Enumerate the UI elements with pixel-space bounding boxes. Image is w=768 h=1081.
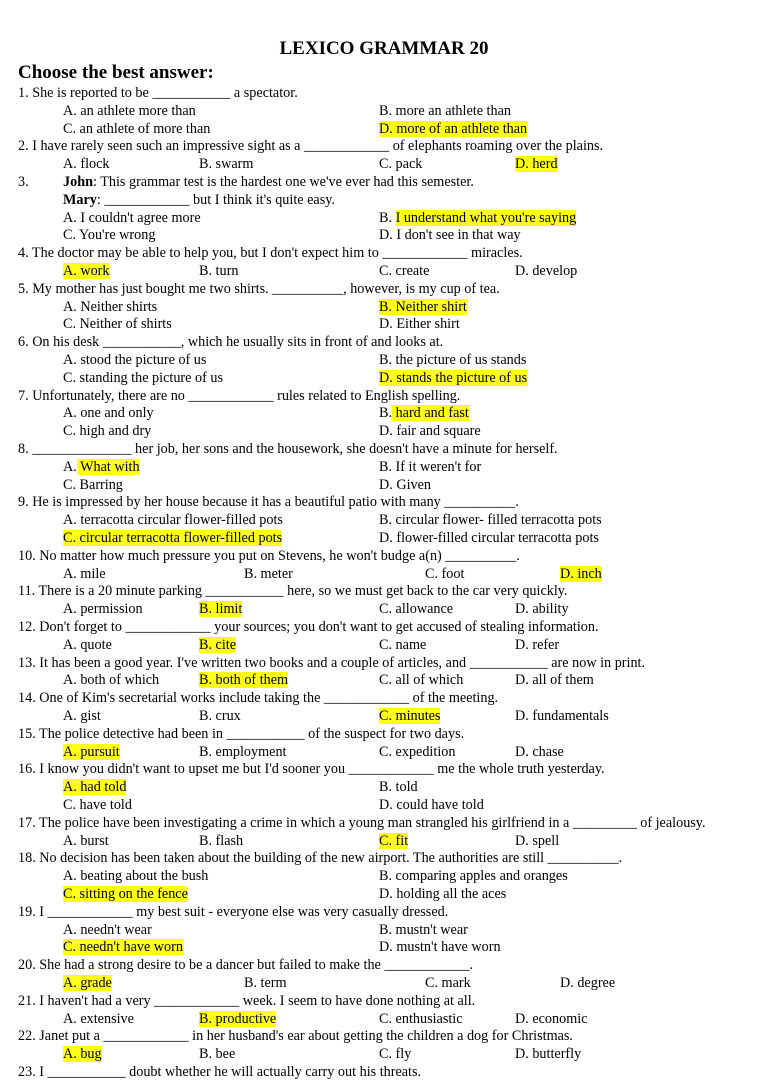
option-text: D. degree bbox=[560, 975, 616, 991]
answer-option bbox=[379, 708, 440, 725]
option-text: A. burst bbox=[63, 832, 109, 849]
question-stem: 14. One of Kim's secretarial works include taking the ____________ of the meeting. bbox=[18, 690, 499, 707]
option-text: D. spell bbox=[515, 832, 560, 849]
answer-option bbox=[379, 1046, 411, 1063]
answer-option bbox=[63, 477, 123, 494]
answer-option bbox=[379, 868, 568, 885]
option-text: D. mustn't have worn bbox=[379, 939, 501, 956]
option-letter: A. bbox=[63, 458, 77, 475]
answer-option bbox=[199, 601, 242, 618]
option-text: D. holding all the aces bbox=[379, 886, 507, 902]
answer-option bbox=[244, 566, 293, 583]
answer-option bbox=[63, 316, 172, 333]
highlighted-answer: B. cite bbox=[199, 636, 237, 653]
question-stem: 2. I have rarely seen such an impressive sight as a ____________ of elephants roaming over the plains. bbox=[18, 138, 604, 155]
option-text: C. high and dry bbox=[63, 423, 152, 440]
option-text: C. all of which bbox=[379, 672, 464, 689]
highlighted-answer: I understand what you're saying bbox=[395, 209, 577, 226]
dialogue-text: : ____________ but I think it's quite easy. bbox=[96, 191, 335, 208]
answer-option bbox=[379, 352, 526, 369]
answer-option bbox=[379, 1011, 463, 1028]
question-stem: 9. He is impressed by her house because it has a beautiful patio with many __________. bbox=[18, 494, 519, 511]
highlighted-answer: A. bug bbox=[63, 1046, 102, 1063]
answer-option bbox=[199, 1046, 235, 1063]
answer-option bbox=[63, 512, 283, 529]
answer-option bbox=[379, 299, 467, 316]
option-text: A. one and only bbox=[63, 405, 154, 422]
option-text: B. the picture of us stands bbox=[379, 352, 527, 368]
option-text: D. ability bbox=[515, 601, 569, 618]
answer-option bbox=[379, 886, 506, 903]
answer-option bbox=[63, 566, 106, 583]
option-letter: B. bbox=[379, 209, 396, 226]
question-stem: 7. Unfortunately, there are no ____________ rules related to English spelling. bbox=[18, 387, 461, 404]
option-text: B. swarm bbox=[199, 156, 254, 173]
question-stem: 17. The police have been investigating a crime in which a young man strangled his girlfriend in a _________ of jealousy. bbox=[18, 814, 706, 831]
question-stem: 18. No decision has been taken about the building of the new airport. The authorities are still __________. bbox=[18, 850, 623, 867]
option-text: C. expedition bbox=[379, 743, 456, 760]
answer-option bbox=[199, 744, 286, 761]
option-text: C. You're wrong bbox=[63, 227, 156, 244]
answer-option bbox=[63, 121, 210, 138]
document-title: LEXICO GRAMMAR 20 bbox=[279, 38, 489, 59]
answer-option bbox=[379, 103, 511, 120]
option-text: B. employment bbox=[199, 743, 287, 760]
option-text: A. permission bbox=[63, 601, 143, 618]
option-text: C. allowance bbox=[379, 601, 454, 618]
option-text: B. more an athlete than bbox=[379, 102, 511, 119]
highlighted-answer: C. fit bbox=[379, 832, 409, 849]
answer-option bbox=[63, 227, 155, 244]
highlighted-answer: B. productive bbox=[199, 1010, 277, 1027]
answer-option bbox=[199, 1011, 276, 1028]
option-text: C. an athlete of more than bbox=[63, 120, 211, 137]
answer-option bbox=[379, 833, 408, 850]
highlighted-answer: C. circular terracotta flower-filled pots bbox=[63, 530, 283, 546]
option-text: A. extensive bbox=[63, 1010, 134, 1027]
question-stem: 5. My mother has just bought me two shirts. __________, however, is my cup of tea. bbox=[18, 280, 500, 297]
highlighted-answer: D. stands the picture of us bbox=[379, 369, 528, 386]
answer-option bbox=[63, 210, 201, 227]
option-text: A. an athlete more than bbox=[63, 102, 196, 119]
question-stem: 21. I haven't had a very ____________ week. I seem to have done nothing at all. bbox=[18, 992, 476, 1009]
answer-option bbox=[63, 744, 120, 761]
answer-option bbox=[379, 156, 422, 173]
answer-option bbox=[515, 156, 558, 173]
option-text: A. beating about the bush bbox=[63, 868, 209, 885]
option-text: A. needn't wear bbox=[63, 921, 152, 938]
highlighted-answer: A. work bbox=[63, 263, 110, 279]
answer-option bbox=[63, 352, 206, 369]
question-stem: 11. There is a 20 minute parking ___________ here, so we must get back to the car very quickly. bbox=[18, 583, 568, 600]
option-text: A. stood the picture of us bbox=[63, 352, 207, 368]
answer-option bbox=[379, 423, 481, 440]
answer-option bbox=[515, 1011, 588, 1028]
answer-option bbox=[379, 210, 576, 227]
highlighted-answer: D. inch bbox=[560, 565, 602, 582]
answer-option bbox=[63, 868, 208, 885]
option-text: C. have told bbox=[63, 797, 132, 813]
answer-option bbox=[63, 103, 196, 120]
option-text: B. bee bbox=[199, 1046, 236, 1063]
option-text: A. gist bbox=[63, 708, 101, 724]
answer-option bbox=[63, 601, 143, 618]
option-text: C. enthusiastic bbox=[379, 1010, 463, 1027]
answer-option bbox=[515, 637, 559, 654]
highlighted-answer: A. had told bbox=[63, 779, 127, 796]
answer-option bbox=[63, 672, 159, 689]
option-text: B. circular flower- filled terracotta pots bbox=[379, 512, 602, 529]
highlighted-answer: hard and fast bbox=[392, 405, 469, 422]
option-text: D. I don't see in that way bbox=[379, 227, 521, 244]
answer-option bbox=[63, 1046, 102, 1063]
question-stem: 20. She had a strong desire to be a dancer but failed to make the ____________. bbox=[18, 957, 474, 974]
answer-option bbox=[63, 939, 183, 956]
option-text: A. both of which bbox=[63, 672, 160, 689]
answer-option bbox=[63, 833, 109, 850]
answer-option bbox=[560, 566, 602, 583]
answer-option bbox=[379, 797, 484, 814]
answer-option bbox=[63, 263, 110, 280]
option-text: C. Barring bbox=[63, 476, 123, 493]
answer-option bbox=[63, 423, 151, 440]
option-text: A. mile bbox=[63, 565, 106, 582]
option-text: D. Either shirt bbox=[379, 316, 460, 333]
answer-option bbox=[379, 316, 460, 333]
answer-option bbox=[379, 263, 429, 280]
option-text: C. fly bbox=[379, 1046, 412, 1063]
option-text: C. name bbox=[379, 636, 427, 653]
answer-option bbox=[199, 637, 236, 654]
question-stem: 8. ______________ her job, her sons and the housework, she doesn't have a minute for herself. bbox=[18, 441, 558, 457]
answer-option bbox=[63, 299, 157, 316]
option-text: A. terracotta circular flower-filled pots bbox=[63, 512, 283, 529]
option-text: B. flash bbox=[199, 832, 244, 849]
dialogue-line bbox=[63, 192, 335, 209]
option-text: B. comparing apples and oranges bbox=[379, 868, 568, 885]
answer-option bbox=[63, 1011, 134, 1028]
option-text: D. Given bbox=[379, 476, 432, 493]
question-stem: 15. The police detective had been in ___________ of the suspect for two days. bbox=[18, 725, 465, 742]
option-text: D. all of them bbox=[515, 672, 594, 689]
answer-option bbox=[199, 708, 241, 725]
answer-option bbox=[379, 370, 527, 387]
option-text: B. term bbox=[244, 975, 287, 991]
highlighted-answer: D. more of an athlete than bbox=[379, 120, 528, 137]
question-stem: 16. I know you didn't want to upset me but I'd sooner you ____________ me the whole truth yesterday. bbox=[18, 761, 605, 778]
question-number: 3. bbox=[18, 174, 29, 190]
question-stem: 22. Janet put a ____________ in her husband's ear about getting the children a dog for Christmas. bbox=[18, 1028, 573, 1045]
question-stem: 1. She is reported to be ___________ a spectator. bbox=[18, 85, 298, 101]
answer-option bbox=[379, 121, 527, 138]
highlighted-answer: B. Neither shirt bbox=[379, 298, 467, 315]
question-stem: 10. No matter how much pressure you put on Stevens, he won't budge a(n) __________. bbox=[18, 547, 520, 564]
answer-option bbox=[515, 708, 609, 725]
answer-option bbox=[199, 263, 238, 280]
answer-option bbox=[63, 156, 110, 173]
highlighted-answer: D. herd bbox=[515, 156, 558, 173]
option-text: C. foot bbox=[425, 565, 465, 582]
answer-option bbox=[379, 512, 602, 529]
highlighted-answer: C. sitting on the fence bbox=[63, 886, 188, 902]
option-text: C. standing the picture of us bbox=[63, 369, 223, 386]
answer-option bbox=[425, 566, 464, 583]
answer-option bbox=[63, 530, 282, 547]
answer-option bbox=[63, 637, 112, 654]
answer-option bbox=[63, 797, 132, 814]
option-text: A. flock bbox=[63, 156, 110, 173]
answer-option bbox=[379, 227, 521, 244]
option-text: C. create bbox=[379, 263, 430, 279]
question-stem: 4. The doctor may be able to help you, but I don't expect him to ____________ miracles. bbox=[18, 245, 523, 262]
option-text: A. quote bbox=[63, 636, 112, 653]
highlighted-answer: C. needn't have worn bbox=[63, 939, 183, 956]
highlighted-answer: A. grade bbox=[63, 975, 112, 991]
answer-option bbox=[379, 601, 453, 618]
answer-option bbox=[63, 459, 140, 476]
option-text: D. flower-filled circular terracotta pots bbox=[379, 530, 599, 546]
highlighted-answer: What with bbox=[76, 458, 140, 475]
answer-option bbox=[379, 744, 455, 761]
answer-option bbox=[199, 833, 243, 850]
answer-option bbox=[515, 601, 569, 618]
answer-option bbox=[63, 708, 101, 725]
answer-option bbox=[63, 779, 126, 796]
instruction-heading: Choose the best answer: bbox=[18, 62, 214, 83]
answer-option bbox=[379, 459, 481, 476]
highlighted-answer: B. limit bbox=[199, 601, 243, 618]
option-text: A. Neither shirts bbox=[63, 298, 158, 315]
question-stem: 13. It has been a good year. I've written two books and a couple of articles, and ___________ are now in print. bbox=[18, 654, 646, 671]
question-stem: 19. I ____________ my best suit - everyone else was very casually dressed. bbox=[18, 903, 449, 920]
option-text: A. I couldn't agree more bbox=[63, 209, 201, 226]
answer-option bbox=[379, 779, 418, 796]
answer-option bbox=[199, 156, 253, 173]
option-text: B. turn bbox=[199, 263, 239, 279]
answer-option bbox=[515, 1046, 581, 1063]
answer-option bbox=[63, 975, 112, 992]
option-text: D. could have told bbox=[379, 797, 484, 813]
question-stem: 6. On his desk ___________, which he usually sits in front of and looks at. bbox=[18, 334, 444, 351]
option-text: D. develop bbox=[515, 263, 578, 279]
dialogue-text: : This grammar test is the hardest one we've ever had this semester. bbox=[92, 174, 474, 190]
answer-option bbox=[515, 263, 577, 280]
answer-option bbox=[379, 637, 426, 654]
option-text: B. If it weren't for bbox=[379, 458, 482, 475]
option-text: C. pack bbox=[379, 156, 423, 173]
answer-option bbox=[425, 975, 471, 992]
option-text: D. fundamentals bbox=[515, 708, 609, 724]
option-text: B. meter bbox=[244, 565, 293, 582]
option-text: D. refer bbox=[515, 636, 560, 653]
answer-option bbox=[379, 922, 468, 939]
answer-option bbox=[515, 672, 594, 689]
question-stem: 23. I ___________ doubt whether he will actually carry out his threats. bbox=[18, 1064, 422, 1080]
option-text: D. economic bbox=[515, 1010, 588, 1027]
answer-option bbox=[63, 886, 188, 903]
answer-option bbox=[63, 405, 154, 422]
option-text: D. butterfly bbox=[515, 1046, 582, 1063]
option-text: B. crux bbox=[199, 708, 241, 724]
answer-option bbox=[515, 744, 564, 761]
answer-option bbox=[63, 922, 152, 939]
highlighted-answer: A. pursuit bbox=[63, 743, 120, 760]
answer-option bbox=[379, 405, 469, 422]
option-text: C. mark bbox=[425, 975, 471, 991]
answer-option bbox=[379, 939, 501, 956]
answer-option bbox=[379, 530, 599, 547]
option-text: C. Neither of shirts bbox=[63, 316, 172, 333]
highlighted-answer: B. both of them bbox=[199, 672, 289, 689]
option-text: D. chase bbox=[515, 743, 564, 760]
answer-option bbox=[560, 975, 615, 992]
answer-option bbox=[244, 975, 287, 992]
option-letter: B. bbox=[379, 405, 393, 422]
answer-option bbox=[379, 672, 463, 689]
option-text: B. told bbox=[379, 779, 418, 796]
speaker-name: John bbox=[63, 174, 93, 190]
answer-option bbox=[63, 370, 223, 387]
answer-option bbox=[379, 477, 431, 494]
option-text: D. fair and square bbox=[379, 423, 481, 440]
option-text: B. mustn't wear bbox=[379, 921, 468, 938]
answer-option bbox=[515, 833, 559, 850]
highlighted-answer: C. minutes bbox=[379, 708, 441, 724]
speaker-name: Mary bbox=[63, 191, 97, 208]
question-stem: 12. Don't forget to ____________ your sources; you don't want to get accused of stealing information. bbox=[18, 619, 599, 635]
answer-option bbox=[199, 672, 288, 689]
dialogue-line bbox=[63, 174, 474, 191]
question-stem bbox=[18, 174, 29, 191]
